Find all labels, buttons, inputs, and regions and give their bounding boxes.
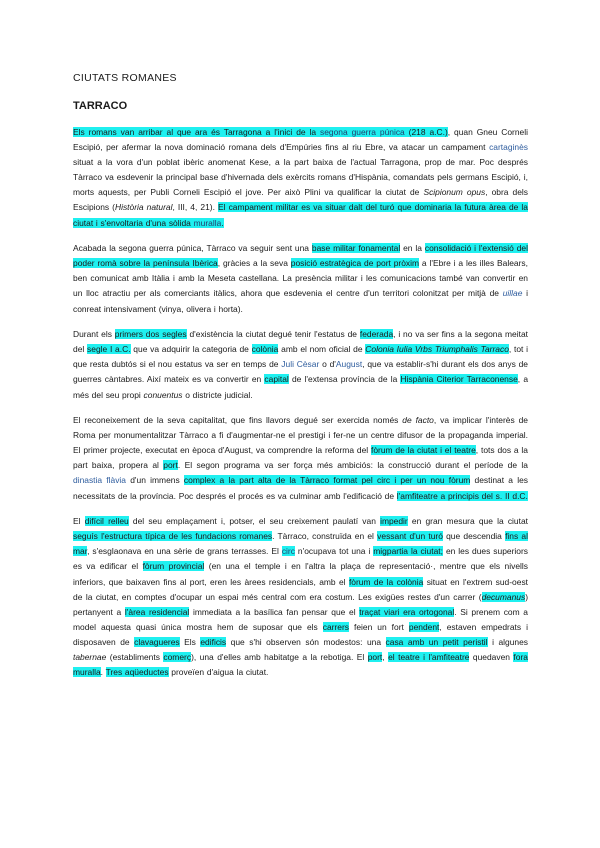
text-run: , s'esglaonava en una sèrie de grans terrasses. El [87,546,282,557]
text-run: proveïen d'aigua la ciutat. [168,667,269,678]
text-run: situat a la vora d'un poblat ibèric anomenat Kese, a la part baixa de l'actual Tarragona, prop de mar. Poc després Tàrraco va esdevenir la principal base d'hivernada dels exèrcits romans d'Hispània, comandats pels germans Escipió, i, morts aquests, per Publi Corneli Escipió el jove. Per això Plini va qualificar la ciutat de [73,157,528,198]
text-run: d'existència la ciutat degué tenir l'estatus de [186,329,360,340]
text-run: Acabada la segona guerra púnica, Tàrraco va seguir sent una [73,243,312,254]
text-run: n'ocupava tot una i [294,546,374,557]
highlighted-text: l'àrea residencial [124,606,190,617]
text-run: destinat a les necessitats de la província. Poc després el procés es va culminar amb l'edificació de [73,475,529,501]
highlighted-text: decumanus [481,591,526,602]
text-run: feien un fort [349,621,409,632]
paragraph [73,241,528,316]
highlighted-text: traçat viari era ortogonal [359,606,455,617]
text-run: i conreat intensivament (vinya, olivera i horta). [73,288,529,314]
highlighted-text: comerç [163,652,192,662]
text-run: a l'Ebre i a les illes Balears, ben comunicat amb Itàlia i amb la Meseta castellana. La presència militar i les comunicacions també van convertir en un lloc atractiu per als comerciants itàlics, ahora que esdevenia el centre d'un territori colonitzat per mitjà de [73,258,528,299]
paragraph [73,413,528,504]
highlighted-text: El campament militar es va situar dalt del turó que dominaria la futura àrea de la ciutat i s'envoltaria d'una sòlida [73,202,528,228]
highlighted-text: difícil relleu [84,516,129,527]
text-run: ) pertanyent a [73,591,528,617]
text-run: , tots dos a la part baixa, propera al [73,445,529,471]
section-title: TARRACO [73,100,128,112]
text-link[interactable]: uillae [502,288,523,299]
highlighted-text: Tres aqüeductes [105,667,169,678]
highlighted-text: edificis [200,636,227,647]
highlighted-text: primers dos segles [114,329,187,340]
text-run: , gràcies a la seva [217,258,291,269]
text-run: , tot i que resta dubtós si el nou estatus va ser en temps de [73,344,529,370]
highlighted-text: capital [264,374,289,385]
text-link[interactable]: circ [281,546,295,557]
text-run: del seu emplaçament i, potser, el seu creixement paulatí van [128,516,381,527]
paragraph [73,125,528,231]
highlighted-text: migpartia la ciutat; [373,546,443,557]
text-run: El reconeixement de la seva capitalitat, que fins llavors degué ser exercida només [73,415,403,426]
highlighted-text: carrers [322,621,350,632]
text-link[interactable]: Juli Cèsar [281,359,320,370]
text-run: , va implicar l'interès de Roma per monumentalitzar Tàrraco a fi d'augmentar-ne el prestigi i fer-ne un centre difusor de la propaganda imperial. El primer projecte, executat en època d'August, va comprendre la reforma del [73,415,528,456]
text-run: ), una d'elles amb habitatge a la rebotiga. El [191,652,368,662]
highlighted-text: port [163,460,178,471]
text-run: i algunes [487,636,529,647]
text-run: Durant els [73,329,115,340]
text-run: en la [400,243,425,254]
text-run: . [100,667,106,678]
highlighted-text: pendent [408,621,440,632]
highlighted-text: Els romans van arribar al que ara és Tarragona a l'inici de la [73,127,320,137]
text-run: quedaven [469,652,514,662]
text-run: o d' [319,359,336,370]
paragraph [73,514,528,680]
highlighted-text: vessant d'un turó [377,531,443,542]
text-run: , que va establir-s'hi durant els dos anys de guerres càntabres. Així mateix es va convertir en [73,359,528,385]
highlighted-text: casa amb un petit peristil [385,636,488,647]
text-run: , quan Gneu Corneli Escipió, per afermar la nova dominació romana dels d'Empúries fins al riu Ebre, va atacar un campament [73,127,528,153]
highlighted-text: colònia [251,344,279,355]
text-run: . El segon programa va ser força més ambiciós: la construcció durant el període de la [177,460,528,471]
highlighted-text: l'amfiteatre a principis del s. II d.C. [396,490,528,501]
text-run: . Tàrraco, construïda en el [272,531,378,542]
highlighted-text: fins al mar [73,531,528,557]
highlighted-text: base militar fonamental [311,243,401,254]
text-run: (en una el temple i en l'altra la plaça de representació·, mentre que els nivells inferiors, que baixaven fins al port, eren les àrees residencials, amb el [73,561,528,587]
highlighted-text: consolidació i l'extensió del poder romà sobre la península Ibèrica [73,243,528,269]
paragraph [73,327,528,402]
text-run: amb el nom oficial de [278,344,366,355]
text-run: Història natural [114,202,173,213]
text-run: Scipionum opus [423,187,486,198]
highlighted-text: federada [359,329,394,340]
text-run: situat en l'extrem sud-oest de la ciutat, en comptes d'ocupar un espai més central com era costum. Les exigües restes d'un carrer ( [73,576,529,602]
text-run: El [73,516,85,527]
text-run: que s'hi observen són modestos: una [226,636,386,647]
highlighted-text: complex a la part alta de la Tàrraco format pel circ i per un nou fòrum [183,475,471,486]
document-body [73,125,528,680]
highlighted-text: Hispània Citerior Tarraconense [400,374,518,385]
text-run: , a més del seu propi [73,374,529,400]
text-link[interactable]: cartaginès [489,142,528,153]
text-run: , obra dels Escipions ( [73,187,528,213]
text-run: d'un immens [126,475,184,486]
text-run: (establiments [106,652,164,662]
document-title: CIUTATS ROMANES [73,72,177,84]
text-run: en les dues superiors es va edificar el [73,546,528,572]
highlighted-text: impedir [380,516,408,527]
text-link[interactable]: August [335,359,363,370]
text-link[interactable]: dinastia flàvia [73,475,127,486]
text-run: , estaven empedrats i disposaven de [73,621,528,647]
text-link[interactable]: segona guerra púnica [319,127,405,137]
text-run: . Si prenem com a model aquesta quasi única mostra hem de suposar que els [73,606,528,632]
document-page [73,72,528,691]
text-run: en gran mesura que la ciutat [407,516,529,527]
text-run: immediata a la basílica fan pensar que el [189,606,360,617]
text-link[interactable]: muralla [193,217,222,228]
highlighted-text: fòrum provincial [142,561,205,572]
highlighted-text: Colonia Iulia Vrbs Triumphalis Tarraco [365,344,509,355]
text-run: de facto [402,415,434,426]
highlighted-text: posició estratègica de port pròxim [290,258,420,269]
highlighted-text: (218 a.C.) [404,127,448,137]
text-run: de l'extensa província de la [288,374,401,385]
highlighted-text: port [367,652,383,662]
text-run: , III, 4, 21). [172,202,218,213]
text-run: o districte judicial. [182,389,253,400]
highlighted-text: segle I a.C. [87,344,131,355]
text-run: conuentus [143,389,183,400]
text-run: que va adquirir la categoria de [130,344,252,355]
highlighted-text: fora muralla [73,652,528,678]
text-run: que descendia [442,531,506,542]
highlighted-text: seguís l'estructura típica de les fundacions romanes [73,531,273,542]
highlighted-text: fòrum de la colònia [348,576,424,587]
text-run: , i no va ser fins a la segona meitat del [73,329,529,355]
highlighted-text: . [221,217,224,228]
highlighted-text: el teatre i l'amfiteatre [388,652,470,662]
highlighted-text: clavagueres [134,636,180,647]
text-run: Els [179,636,201,647]
text-run: tabernae [73,652,107,662]
text-run: , [382,652,389,662]
highlighted-text: fòrum de la ciutat i el teatre [370,445,476,456]
